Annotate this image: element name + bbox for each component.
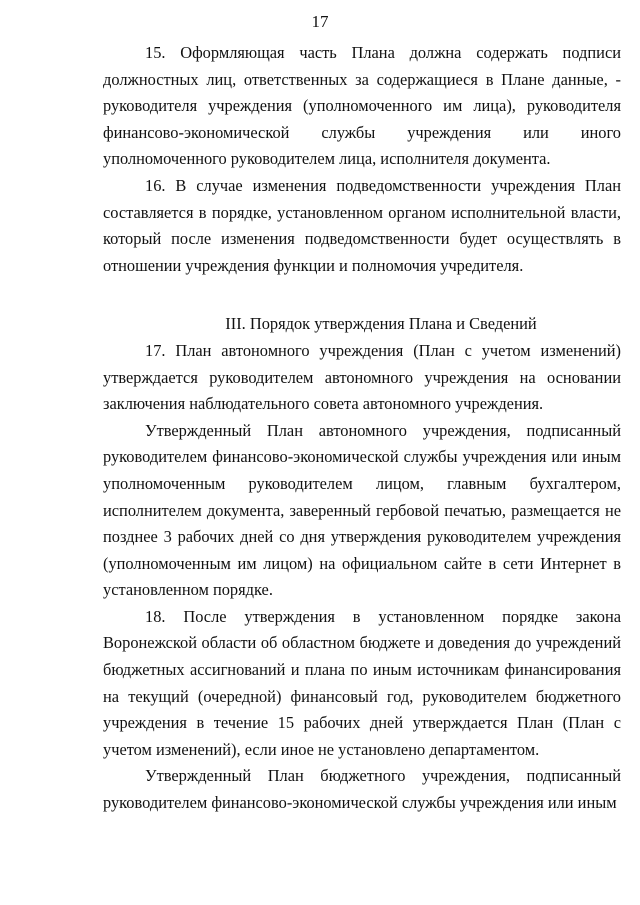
paragraph-approved-budget-plan: Утвержденный План бюджетного учреждения, подписанный руководителем финансово-экономической службы учреждения или иным — [103, 766, 621, 813]
section-heading: III. Порядок утверждения Плана и Сведений — [225, 314, 537, 334]
paragraph-17: 17. План автономного учреждения (План с учетом изменений) утверждается руководителем автономного учреждения на основании заключения наблюдательного совета автономного учреждения. — [103, 340, 621, 414]
paragraph-15: 15. Оформляющая часть Плана должна содержать подписи должностных лиц, ответственных за содержащиеся в Плане данные, - руководителя учреждения (уполномоченного им лица), руководителя финансово-экономической службы учреждения или иного уполномоченного руководителем лица, исполнителя документа. — [103, 43, 621, 169]
document-body — [103, 40, 621, 817]
paragraph-approved-autonomous-plan: Утвержденный План автономного учреждения, подписанный руководителем финансово-экономической службы учреждения или иным уполномоченным руководителем лицом, главным бухгалтером, исполнителем документа, заверенный гербовой печатью, размещается не позднее 3 рабочих дней со дня утверждения руководителем учреждения (уполномоченным им лицом) на официальном сайте в сети Интернет в установленном порядке. — [103, 420, 621, 600]
paragraph-18: 18. После утверждения в установленном порядке закона Воронежской области об областном бюджете и доведения до учреждений бюджетных ассигнований и плана по иным источникам финансирования на текущий (очередной) финансовый год, руководителем бюджетного учреждения в течение 15 рабочих дней утверждается План (План с учетом изменений), если иное не установлено департаментом. — [103, 606, 621, 759]
paragraph-16: 16. В случае изменения подведомственности учреждения План составляется в порядке, установленном органом исполнительной власти, который после изменения подведомственности будет осуществлять в отношении учреждения функции и полномочия учредителя. — [103, 175, 621, 275]
page-number: 17 — [311, 12, 329, 31]
